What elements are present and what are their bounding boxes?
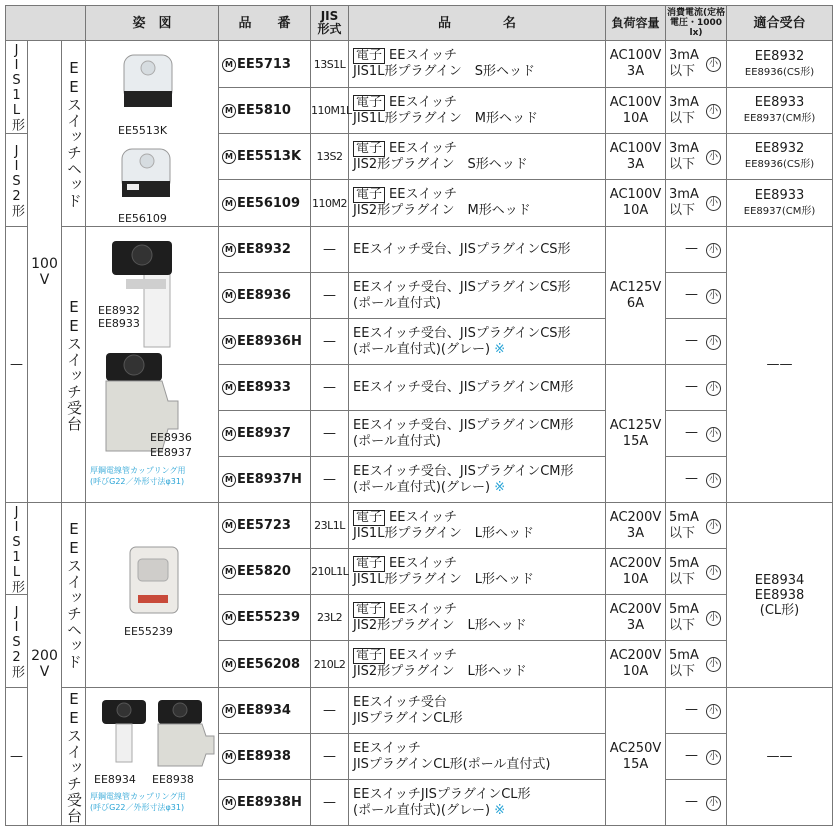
current: — 小 xyxy=(666,273,727,319)
current: 5mA 以下 小 xyxy=(666,503,727,549)
header-receptacle: 適合受台 xyxy=(727,6,833,41)
header-load: 負荷容量 xyxy=(606,6,666,41)
label-ee55239: EE55239 xyxy=(124,625,173,638)
switch-head-l-illustration xyxy=(86,503,219,689)
note-coupling-200v: 厚鋼電線管カップリング用 xyxy=(90,792,186,801)
load-capacity: AC200V 10A xyxy=(606,641,666,688)
load-capacity: AC100V 3A xyxy=(606,134,666,180)
current: — 小 xyxy=(666,457,727,503)
header-name: 品 名 xyxy=(349,6,606,41)
part-no: M EE55239 xyxy=(219,595,311,641)
note-dimension-200v: (呼びG22／外形寸法φ31) xyxy=(90,803,185,812)
jis-code: — xyxy=(311,273,349,319)
group-base-200v: EEスイッチ受台 xyxy=(62,688,86,826)
guard-icon: 小 xyxy=(706,611,721,626)
receptacle: EE8933 EE8937(CM形) xyxy=(727,180,833,227)
label-ee56109: EE56109 xyxy=(118,212,167,225)
current: — 小 xyxy=(666,227,727,273)
note-star: ※ xyxy=(494,341,506,357)
part-no: M EE5513K xyxy=(219,134,311,180)
current: 3mA 以下 小 xyxy=(666,134,727,180)
load-capacity: AC200V 3A xyxy=(606,503,666,549)
current: 5mA 以下 小 xyxy=(666,595,727,641)
guard-icon: 小 xyxy=(706,704,721,719)
figure-head-100v xyxy=(86,41,219,227)
current: — 小 xyxy=(666,688,727,734)
product-name: 電子 EEスイッチ JIS1L形プラグイン S形ヘッド xyxy=(349,41,606,88)
guard-icon: 小 xyxy=(706,796,721,811)
table-row xyxy=(6,227,833,273)
group-dash-200v: — xyxy=(6,688,28,826)
current: 5mA 以下 小 xyxy=(666,549,727,595)
part-no: M EE8938 xyxy=(219,734,311,780)
voltage-200v: 200 V xyxy=(28,503,62,826)
label-ee5513k: EE5513K xyxy=(118,124,168,137)
part-no: M EE56109 xyxy=(219,180,311,227)
current: — 小 xyxy=(666,319,727,365)
jis-code: 110M1L xyxy=(311,88,349,134)
receptacle: EE8932 EE8936(CS形) xyxy=(727,134,833,180)
product-name: EEスイッチJISプラグインCL形 (ポール直付式)(グレー) ※ xyxy=(349,780,606,826)
product-table xyxy=(5,5,833,826)
guard-icon: 小 xyxy=(706,196,721,211)
group-base: EEスイッチ受台 xyxy=(62,227,86,503)
guard-icon: 小 xyxy=(706,657,721,672)
receptacle-none-200v: —— xyxy=(727,688,833,826)
product-name: 電子 EEスイッチ JIS1L形プラグイン L形ヘッド xyxy=(349,549,606,595)
group-jis2l: JIS2形 xyxy=(6,134,28,227)
part-no: M EE8936 xyxy=(219,273,311,319)
load-capacity-cs: AC125V 6A xyxy=(606,227,666,365)
label-ee8933: EE8933 xyxy=(98,317,140,330)
product-name: EEスイッチ受台、JISプラグインCM形 xyxy=(349,365,606,411)
part-no: M EE5723 xyxy=(219,503,311,549)
jis-code: — xyxy=(311,780,349,826)
part-no: M EE8938H xyxy=(219,780,311,826)
group-jis2l-200v: JIS2形 xyxy=(6,595,28,688)
guard-icon: 小 xyxy=(706,243,721,258)
header-figure: 姿 図 xyxy=(86,6,219,41)
header-current: 消費電流(定格電圧・1000 lx) xyxy=(666,6,727,41)
header-jis xyxy=(311,6,349,41)
guard-icon: 小 xyxy=(706,150,721,165)
receptacle: EE8932 EE8936(CS形) xyxy=(727,41,833,88)
product-name: EEスイッチ受台、JISプラグインCS形 (ポール直付式) xyxy=(349,273,606,319)
part-no: M EE8936H xyxy=(219,319,311,365)
header-row xyxy=(6,6,833,41)
jis-code: 13S2 xyxy=(311,134,349,180)
current: 3mA 以下 小 xyxy=(666,41,727,88)
current: 3mA 以下 小 xyxy=(666,180,727,227)
group-head: EEスイッチヘッド xyxy=(62,41,86,227)
table-row xyxy=(6,41,833,88)
part-no: M EE8937H xyxy=(219,457,311,503)
load-capacity: AC100V 10A xyxy=(606,88,666,134)
guard-icon: 小 xyxy=(706,750,721,765)
product-name: EEスイッチ JISプラグインCL形(ポール直付式) xyxy=(349,734,606,780)
part-no: M EE8934 xyxy=(219,688,311,734)
part-no: M EE8932 xyxy=(219,227,311,273)
group-head-200v: EEスイッチヘッド xyxy=(62,503,86,688)
product-name: EEスイッチ受台、JISプラグインCS形 (ポール直付式)(グレー) ※ xyxy=(349,319,606,365)
table-row xyxy=(6,503,833,549)
receptacle: EE8933 EE8937(CM形) xyxy=(727,88,833,134)
label-ee8932: EE8932 xyxy=(98,304,140,317)
note-star: ※ xyxy=(494,479,506,495)
guard-icon: 小 xyxy=(706,565,721,580)
load-capacity: AC200V 10A xyxy=(606,549,666,595)
guard-icon: 小 xyxy=(706,519,721,534)
product-name: EEスイッチ受台、JISプラグインCS形 xyxy=(349,227,606,273)
jis-code: — xyxy=(311,734,349,780)
current: — 小 xyxy=(666,411,727,457)
product-name: 電子 EEスイッチ JIS2形プラグイン L形ヘッド xyxy=(349,641,606,688)
product-name: 電子 EEスイッチ JIS2形プラグイン S形ヘッド xyxy=(349,134,606,180)
label-ee8936: EE8936 xyxy=(150,431,192,444)
product-name: 電子 EEスイッチ JIS2形プラグイン M形ヘッド xyxy=(349,180,606,227)
guard-icon: 小 xyxy=(706,57,721,72)
jis-code: — xyxy=(311,457,349,503)
voltage-100v: 100 V xyxy=(28,41,62,503)
product-name: 電子 EEスイッチ JIS1L形プラグイン M形ヘッド xyxy=(349,88,606,134)
guard-icon: 小 xyxy=(706,473,721,488)
guard-icon: 小 xyxy=(706,104,721,119)
jis-code: — xyxy=(311,688,349,734)
label-ee8934: EE8934 xyxy=(94,773,136,786)
figure-head-200v xyxy=(86,503,219,688)
jis-code: 13S1L xyxy=(311,41,349,88)
jis-code: 210L1L xyxy=(311,549,349,595)
note-coupling: 厚鋼電線管カップリング用 xyxy=(90,466,186,475)
figure-base-100v xyxy=(86,227,219,503)
jis-code: — xyxy=(311,319,349,365)
load-capacity: AC200V 3A xyxy=(606,595,666,641)
load-capacity-cm: AC125V 15A xyxy=(606,365,666,503)
receptacle-cl: EE8934 EE8938 (CL形) xyxy=(727,503,833,688)
label-ee8938: EE8938 xyxy=(152,773,194,786)
guard-icon: 小 xyxy=(706,381,721,396)
current: 3mA 以下 小 xyxy=(666,88,727,134)
current: — 小 xyxy=(666,734,727,780)
guard-icon: 小 xyxy=(706,427,721,442)
jis-code: — xyxy=(311,227,349,273)
guard-icon: 小 xyxy=(706,289,721,304)
group-jis1l: JIS1L形 xyxy=(6,41,28,134)
current: 5mA 以下 小 xyxy=(666,641,727,688)
jis-code: 110M2 xyxy=(311,180,349,227)
product-name: EEスイッチ受台、JISプラグインCM形 (ポール直付式) xyxy=(349,411,606,457)
header-blank xyxy=(6,6,86,41)
figure-base-200v xyxy=(86,688,219,826)
part-no: M EE5820 xyxy=(219,549,311,595)
part-no: M EE5713 xyxy=(219,41,311,88)
part-no: M EE8937 xyxy=(219,411,311,457)
load-capacity-cl: AC250V 15A xyxy=(606,688,666,826)
jis-code: — xyxy=(311,411,349,457)
current: — 小 xyxy=(666,365,727,411)
product-name: 電子 EEスイッチ JIS2形プラグイン L形ヘッド xyxy=(349,595,606,641)
group-dash: — xyxy=(6,227,28,503)
note-dimension: (呼びG22／外形寸法φ31) xyxy=(90,477,185,486)
load-capacity: AC100V 3A xyxy=(606,41,666,88)
label-ee8937: EE8937 xyxy=(150,446,192,459)
jis-code: — xyxy=(311,365,349,411)
jis-code: 210L2 xyxy=(311,641,349,688)
table-row xyxy=(6,688,833,734)
product-name: EEスイッチ受台、JISプラグインCM形 (ポール直付式)(グレー) ※ xyxy=(349,457,606,503)
group-jis1l-200v: JIS1L形 xyxy=(6,503,28,595)
header-jis-label: JIS 形式 xyxy=(317,9,342,36)
part-no: M EE56208 xyxy=(219,641,311,688)
part-no: M EE8933 xyxy=(219,365,311,411)
load-capacity: AC100V 10A xyxy=(606,180,666,227)
guard-icon: 小 xyxy=(706,335,721,350)
part-no: M EE5810 xyxy=(219,88,311,134)
header-part-no: 品 番 xyxy=(219,6,311,41)
product-name: EEスイッチ受台 JISプラグインCL形 xyxy=(349,688,606,734)
jis-code: 23L2 xyxy=(311,595,349,641)
receptacle-none: —— xyxy=(727,227,833,503)
product-name: 電子 EEスイッチ JIS1L形プラグイン L形ヘッド xyxy=(349,503,606,549)
current: — 小 xyxy=(666,780,727,826)
note-star: ※ xyxy=(494,802,506,818)
jis-code: 23L1L xyxy=(311,503,349,549)
